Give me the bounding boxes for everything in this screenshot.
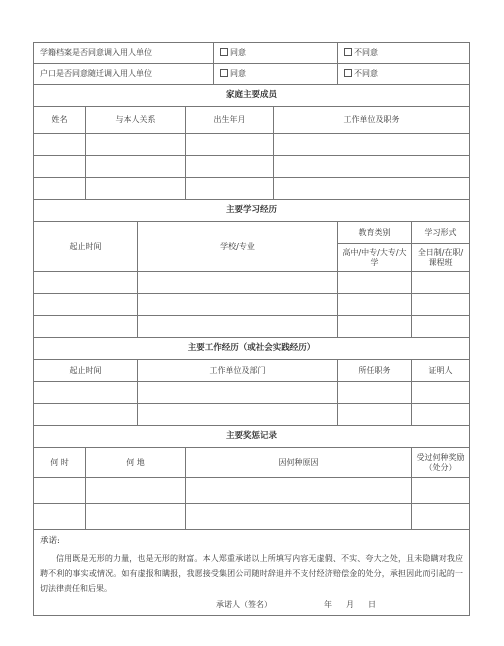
education-form-options: 全日制/在职/课程班 [412, 244, 470, 272]
consent-row-archive [34, 43, 470, 64]
family-cell[interactable] [34, 178, 86, 200]
promise-signature-line [40, 600, 463, 610]
promise-signer-label: 承诺人（签名） [216, 599, 272, 609]
agree-label: 同意 [230, 48, 246, 57]
awards-cell[interactable] [86, 478, 186, 504]
awards-header-where: 何 地 [86, 448, 186, 478]
family-header-name: 姓名 [34, 107, 86, 134]
work-cell[interactable] [338, 382, 412, 404]
awards-cell[interactable] [86, 504, 186, 530]
education-row [34, 316, 470, 338]
work-cell[interactable] [138, 404, 338, 426]
awards-row [34, 478, 470, 504]
disagree-label: 不同意 [354, 48, 378, 57]
work-cell[interactable] [338, 404, 412, 426]
awards-header-result: 受过何种奖励（处分） [412, 448, 470, 478]
application-form [33, 42, 469, 616]
awards-header-reason: 因何种原因 [186, 448, 412, 478]
awards-row [34, 504, 470, 530]
promise-row [34, 530, 470, 616]
work-header-reference: 证明人 [412, 360, 470, 382]
education-cell[interactable] [34, 294, 138, 316]
family-row [34, 156, 470, 178]
education-type-options: 高中/中专/大专/大学 [338, 244, 412, 272]
awards-section-title: 主要奖惩记录 [34, 426, 470, 448]
education-header-row [34, 222, 470, 244]
education-cell[interactable] [412, 294, 470, 316]
work-cell[interactable] [138, 382, 338, 404]
family-cell[interactable] [86, 178, 186, 200]
promise-month-label: 月 [346, 599, 354, 609]
family-cell[interactable] [34, 134, 86, 156]
awards-cell[interactable] [34, 478, 86, 504]
education-section-title: 主要学习经历 [34, 200, 470, 222]
family-header-birth: 出生年月 [186, 107, 274, 134]
education-cell[interactable] [34, 316, 138, 338]
education-row [34, 272, 470, 294]
work-row [34, 404, 470, 426]
work-header-time: 起止时间 [34, 360, 138, 382]
consent-hukou-label: 户口是否同意随迁调入用人单位 [34, 64, 214, 85]
checkbox-icon[interactable] [220, 69, 228, 77]
education-cell[interactable] [34, 272, 138, 294]
awards-cell[interactable] [186, 478, 412, 504]
promise-day-label: 日 [368, 599, 376, 609]
form-table [33, 42, 470, 616]
work-header-row [34, 360, 470, 382]
education-header-type: 教育类别 [338, 222, 412, 244]
family-cell[interactable] [186, 178, 274, 200]
consent-archive-label: 学籍档案是否同意调入用人单位 [34, 43, 214, 64]
family-row [34, 134, 470, 156]
family-cell[interactable] [186, 134, 274, 156]
checkbox-icon[interactable] [344, 48, 352, 56]
work-cell[interactable] [412, 404, 470, 426]
awards-cell[interactable] [34, 504, 86, 530]
education-cell[interactable] [412, 316, 470, 338]
work-header-position: 所任职务 [338, 360, 412, 382]
awards-cell[interactable] [412, 478, 470, 504]
education-header-school: 学校/专业 [138, 222, 338, 272]
promise-title: 承诺: [40, 536, 60, 546]
family-cell[interactable] [274, 156, 470, 178]
education-cell[interactable] [138, 316, 338, 338]
family-header-row [34, 107, 470, 134]
family-cell[interactable] [274, 134, 470, 156]
work-cell[interactable] [412, 382, 470, 404]
education-cell[interactable] [138, 272, 338, 294]
hukou-agree-option[interactable] [214, 64, 338, 85]
disagree-label: 不同意 [354, 69, 378, 78]
awards-cell[interactable] [186, 504, 412, 530]
work-cell[interactable] [34, 404, 138, 426]
archive-agree-option[interactable] [214, 43, 338, 64]
family-header-relation: 与本人关系 [86, 107, 186, 134]
consent-row-hukou [34, 64, 470, 85]
family-header-employer: 工作单位及职务 [274, 107, 470, 134]
checkbox-icon[interactable] [220, 48, 228, 56]
promise-body: 信用既是无形的力量，也是无形的财富。本人郑重承诺以上所填写内容无虚假、不实、夸大之处，且未隐瞒对我应聘不利的事实或情况。如有虚报和瞒报，我愿接受集团公司随时辞退并不支付经济赔偿金的处分，承担因此而引起的一切法律责任和后果。 [40, 553, 464, 593]
family-cell[interactable] [34, 156, 86, 178]
family-cell[interactable] [274, 178, 470, 200]
family-cell[interactable] [86, 156, 186, 178]
education-cell[interactable] [412, 272, 470, 294]
awards-header-row [34, 448, 470, 478]
promise-year-label: 年 [324, 599, 332, 609]
awards-cell[interactable] [412, 504, 470, 530]
family-cell[interactable] [186, 156, 274, 178]
education-cell[interactable] [338, 316, 412, 338]
education-cell[interactable] [338, 272, 412, 294]
work-cell[interactable] [34, 382, 138, 404]
work-section-title: 主要工作经历（或社会实践经历） [34, 338, 470, 360]
education-header-form: 学习形式 [412, 222, 470, 244]
agree-label: 同意 [230, 69, 246, 78]
work-row [34, 382, 470, 404]
family-cell[interactable] [86, 134, 186, 156]
education-row [34, 294, 470, 316]
hukou-disagree-option[interactable] [338, 64, 470, 85]
awards-header-when: 何 时 [34, 448, 86, 478]
promise-section [34, 530, 470, 616]
family-section-title: 家庭主要成员 [34, 85, 470, 107]
education-cell[interactable] [338, 294, 412, 316]
archive-disagree-option[interactable] [338, 43, 470, 64]
work-header-employer: 工作单位及部门 [138, 360, 338, 382]
checkbox-icon[interactable] [344, 69, 352, 77]
education-header-time: 起止时间 [34, 222, 138, 272]
family-row [34, 178, 470, 200]
education-cell[interactable] [138, 294, 338, 316]
